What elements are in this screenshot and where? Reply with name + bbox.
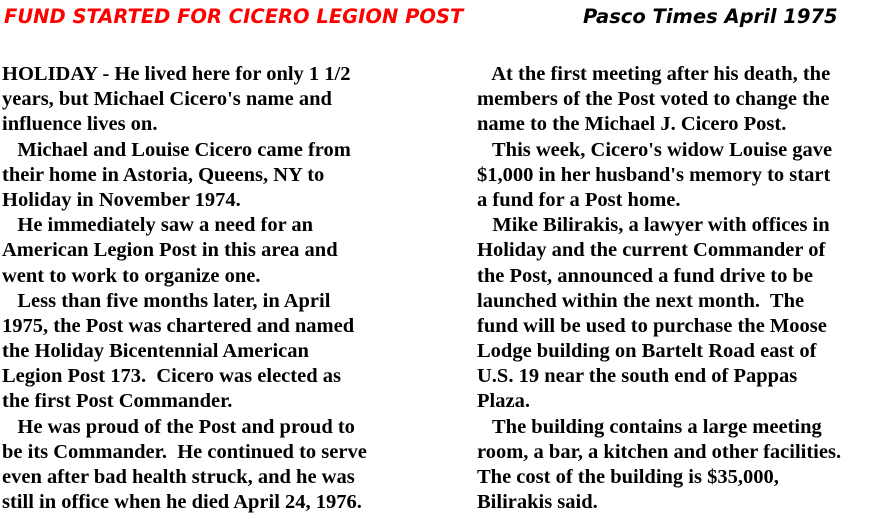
text-line: He was proud of the Post and proud to xyxy=(2,415,355,438)
text-line: room, a bar, a kitchen and other facilities. xyxy=(477,440,842,463)
text-line: U.S. 19 near the south end of Pappas xyxy=(477,365,798,388)
text-line: 1975, the Post was chartered and named xyxy=(2,314,355,337)
text-line: He immediately saw a need for an xyxy=(2,214,314,237)
text-line: the Holiday Bicentennial American xyxy=(2,340,309,363)
text-line: the Post, announced a fund drive to be xyxy=(477,264,814,287)
text-line: HOLIDAY - He lived here for only 1 1/2 xyxy=(2,63,351,85)
text-line: their home in Astoria, Queens, NY to xyxy=(2,163,325,186)
headline: FUND STARTED FOR CICERO LEGION POST xyxy=(4,5,464,28)
text-line: influence lives on. xyxy=(2,113,158,136)
text-line: At the first meeting after his death, the xyxy=(477,63,831,85)
text-line: The building contains a large meeting xyxy=(477,415,822,438)
text-line: be its Commander. He continued to serve xyxy=(2,440,367,463)
text-line: a fund for a Post home. xyxy=(477,188,681,211)
text-line: Holiday in November 1974. xyxy=(2,188,241,211)
text-line: name to the Michael J. Cicero Post. xyxy=(477,113,787,136)
text-line: $1,000 in her husband's memory to start xyxy=(477,163,831,186)
text-line: This week, Cicero's widow Louise gave xyxy=(477,138,833,161)
text-line: Lodge building on Bartelt Road east of xyxy=(477,340,817,363)
text-line: went to work to organize one. xyxy=(2,264,261,287)
text-line: Legion Post 173. Cicero was elected as xyxy=(2,365,341,388)
text-line: The cost of the building is $35,000, xyxy=(477,466,779,488)
text-line: still in office when he died April 24, 1976. xyxy=(2,491,362,514)
text-line: Plaza. xyxy=(477,390,530,413)
text-line: the first Post Commander. xyxy=(2,390,233,413)
text-line: Less than five months later, in April xyxy=(2,289,331,312)
text-line: fund will be used to purchase the Moose xyxy=(477,314,827,337)
article-column-left xyxy=(2,62,422,515)
article-column-right xyxy=(477,62,877,515)
source-dateline: Pasco Times April 1975 xyxy=(583,5,838,28)
text-line: launched within the next month. The xyxy=(477,289,805,312)
text-line: years, but Michael Cicero's name and xyxy=(2,88,332,111)
text-line: Bilirakis said. xyxy=(477,491,598,514)
text-line: Michael and Louise Cicero came from xyxy=(2,138,351,161)
text-line: Mike Bilirakis, a lawyer with offices in xyxy=(477,214,830,237)
text-line: American Legion Post in this area and xyxy=(2,239,338,262)
text-line: members of the Post voted to change the xyxy=(477,88,830,111)
text-line: even after bad health struck, and he was xyxy=(2,466,355,488)
text-line: Holiday and the current Commander of xyxy=(477,239,826,262)
